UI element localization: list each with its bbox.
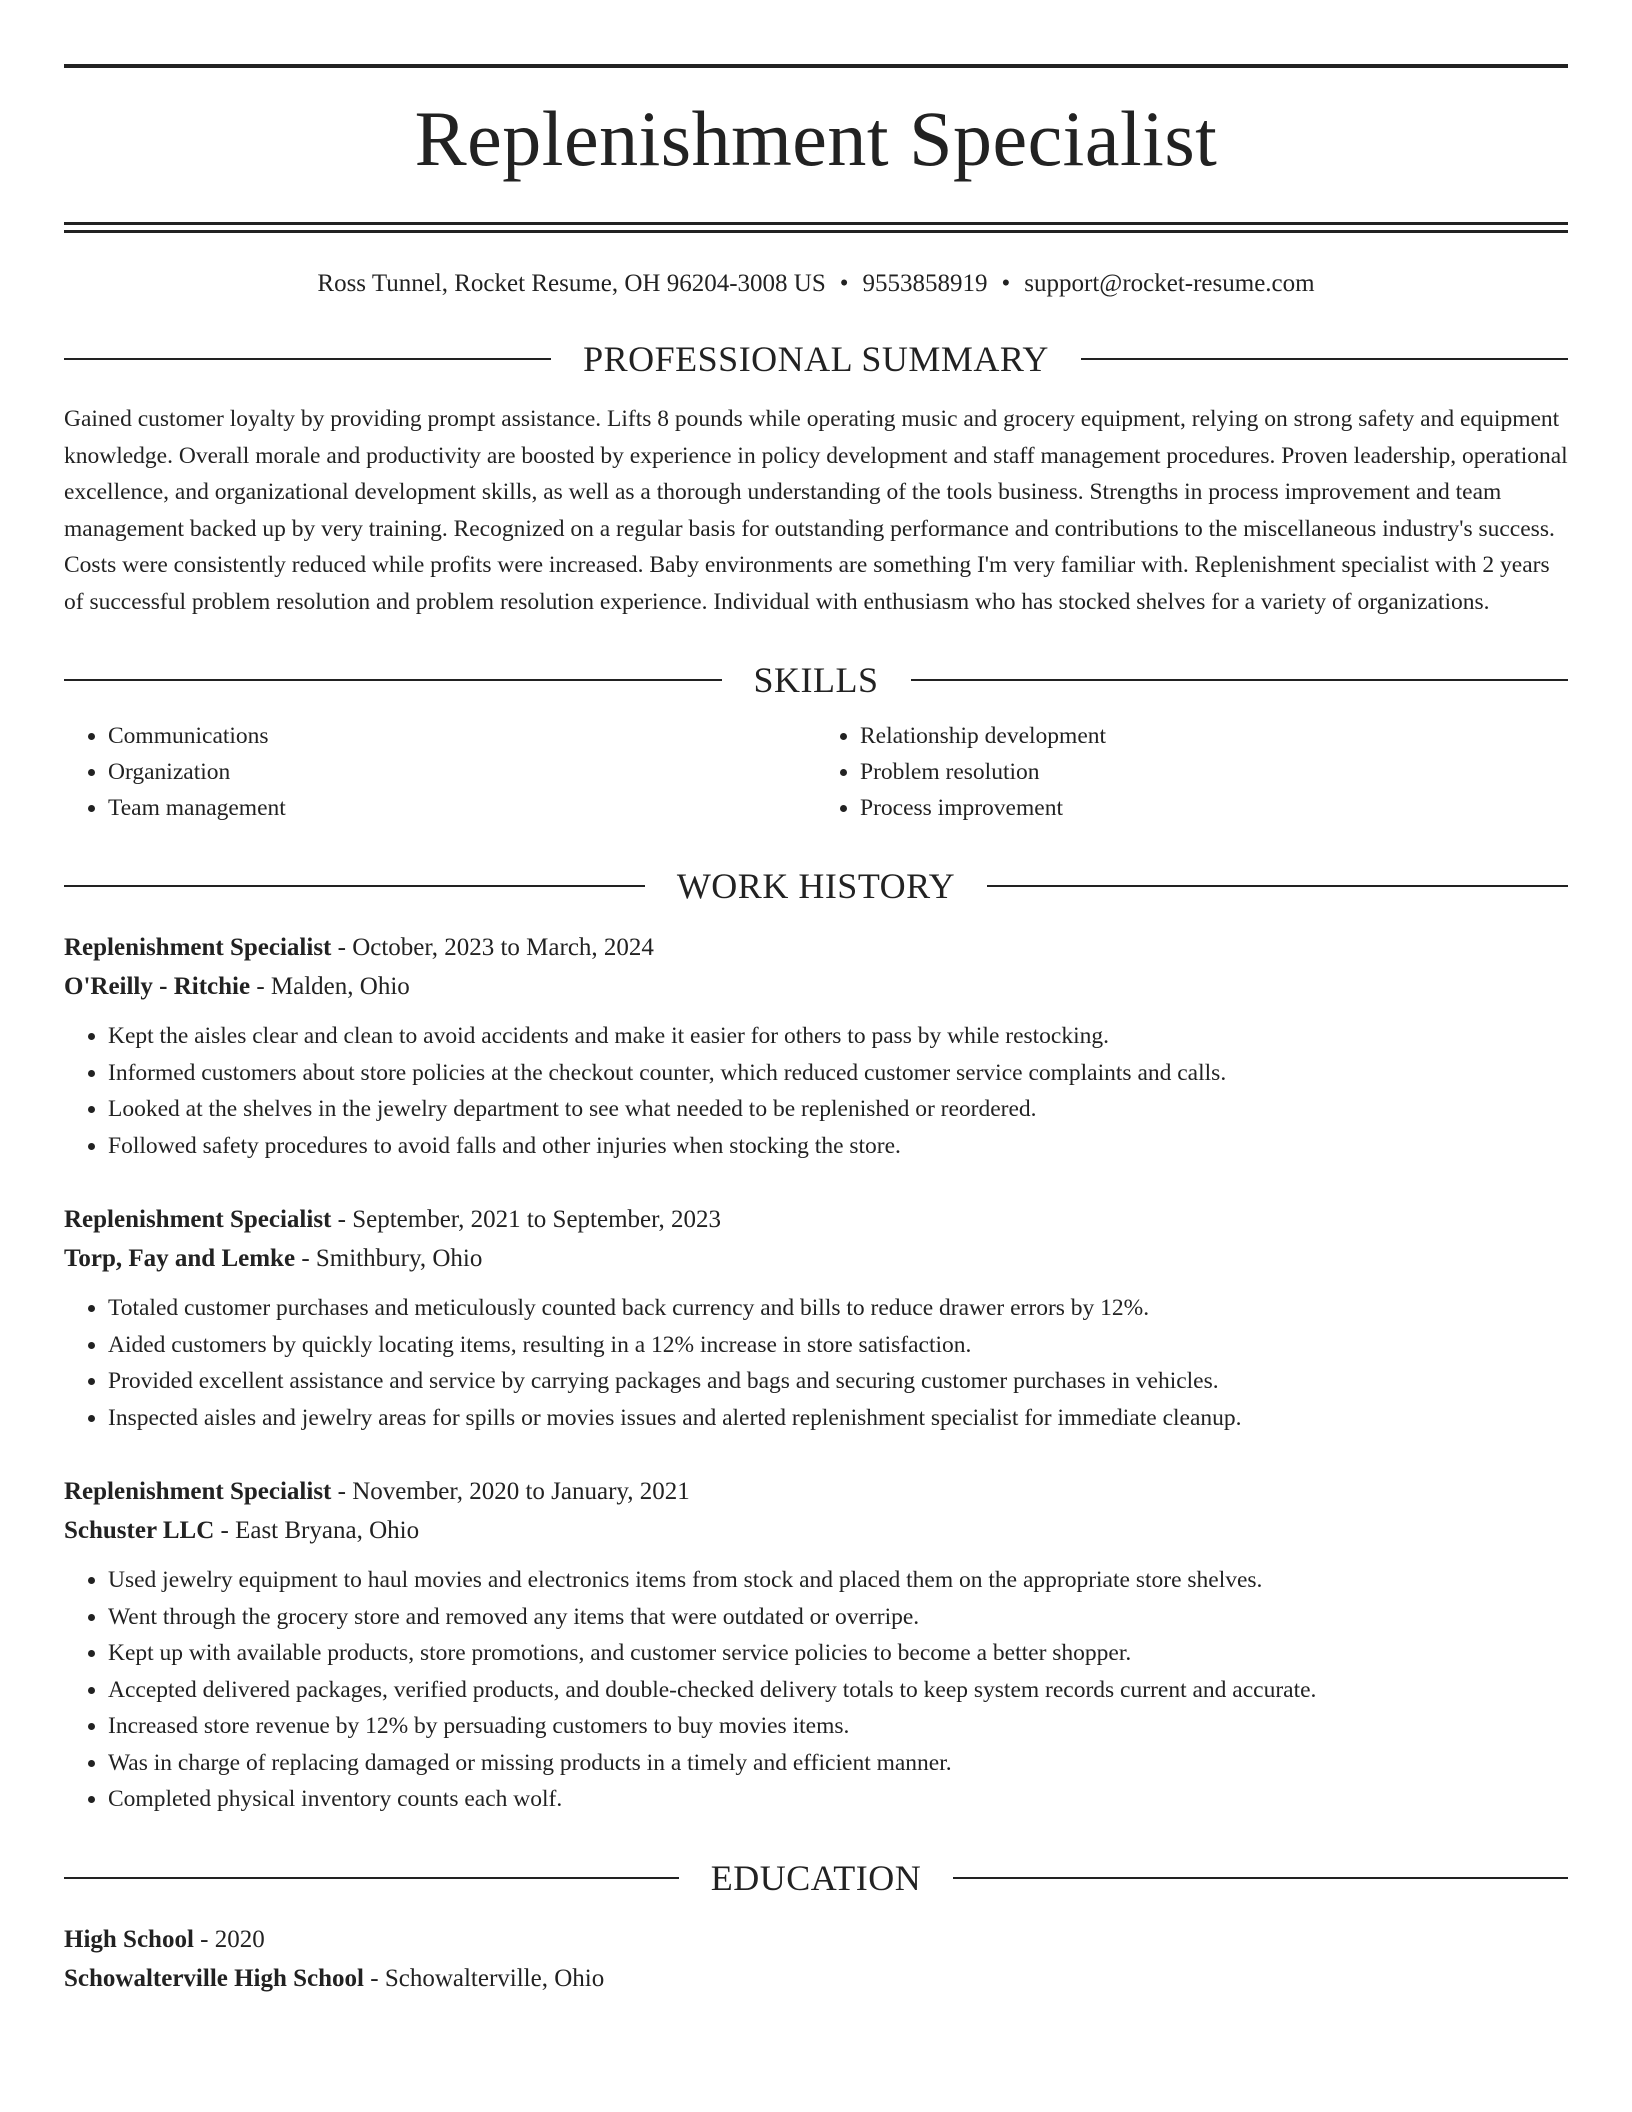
job-company-line [64, 1511, 1568, 1550]
job-location: - Malden, Ohio [250, 973, 410, 1000]
work-heading-label: WORK HISTORY [676, 866, 956, 906]
education-school-line [64, 1959, 1568, 1998]
job-bullet: • Totaled customer purchases and meticulously counted back currency and bills to reduce drawer errors by 12%. [108, 1290, 1568, 1327]
top-rule [64, 64, 1568, 68]
job-title: Replenishment Specialist [64, 1478, 332, 1505]
job-title: Replenishment Specialist [64, 934, 332, 961]
job-location: - East Bryana, Ohio [214, 1517, 420, 1544]
skill-item: • Process improvement [860, 790, 1568, 826]
heading-rule-right [911, 679, 1569, 681]
job-bullet: • Looked at the shelves in the jewelry department to see what needed to be replenished or reordered. [108, 1091, 1568, 1128]
education-degree-line [64, 1920, 1568, 1959]
job-entry [64, 1472, 1568, 1818]
skill-item: • Relationship development [860, 718, 1568, 754]
skill-item: • Organization [108, 754, 816, 790]
contact-phone: 9553858919 [862, 270, 988, 297]
skill-item: • Team management [108, 790, 816, 826]
job-title-line [64, 1200, 1568, 1239]
education-year: - 2020 [193, 1925, 265, 1953]
resume-title: Replenishment Specialist [414, 95, 1218, 182]
education-location: - Schowalterville, Ohio [364, 1964, 605, 1992]
education-heading [64, 1858, 1568, 1898]
summary-heading [64, 339, 1568, 379]
job-entry [64, 1200, 1568, 1436]
job-bullet: • Completed physical inventory counts each wolf. [108, 1781, 1568, 1818]
job-dates: - September, 2021 to September, 2023 [331, 1206, 721, 1233]
job-location: - Smithbury, Ohio [295, 1245, 483, 1272]
education-heading-label: EDUCATION [710, 1857, 922, 1898]
job-company: O'Reilly - Ritchie [64, 973, 251, 1000]
heading-rule-right [987, 885, 1568, 887]
job-title-line [64, 1472, 1568, 1511]
skills-column-right [816, 718, 1568, 826]
education-school: Schowalterville High School [64, 1964, 364, 1992]
job-bullet: • Informed customers about store policies at the checkout counter, which reduced customer service complaints and calls. [108, 1055, 1568, 1092]
contact-line [64, 269, 1568, 299]
contact-separator: • [1001, 270, 1011, 297]
job-bullet: • Increased store revenue by 12% by persuading customers to buy movies items. [108, 1708, 1568, 1745]
skills-column-left [64, 718, 816, 826]
heading-rule-left [64, 1877, 679, 1879]
education-entry [64, 1920, 1568, 1998]
job-dates: - October, 2023 to March, 2024 [331, 934, 654, 961]
job-bullet: • Went through the grocery store and removed any items that were outdated or overripe. [108, 1599, 1568, 1636]
job-bullet: • Kept the aisles clear and clean to avoid accidents and make it easier for others to pass by while restocking. [108, 1018, 1568, 1055]
job-bullet: • Was in charge of replacing damaged or missing products in a timely and efficient manner. [108, 1745, 1568, 1782]
title-double-rule [64, 222, 1568, 233]
heading-rule-right [1081, 358, 1568, 360]
heading-rule-left [64, 358, 551, 360]
heading-rule-left [64, 885, 645, 887]
skills-heading [64, 660, 1568, 700]
contact-address: Ross Tunnel, Rocket Resume, OH 96204-3008 US [317, 270, 826, 297]
job-company: Torp, Fay and Lemke [64, 1245, 296, 1272]
job-bullet: • Inspected aisles and jewelry areas for spills or movies issues and alerted replenishment specialist for immediate cleanup. [108, 1400, 1568, 1437]
job-title-line [64, 928, 1568, 967]
job-company-line [64, 967, 1568, 1006]
contact-email: support@rocket-resume.com [1024, 270, 1315, 297]
work-heading [64, 866, 1568, 906]
summary-heading-label: PROFESSIONAL SUMMARY [583, 339, 1049, 379]
job-bullet: • Accepted delivered packages, verified products, and double-checked delivery totals to keep system records current and accurate. [108, 1672, 1568, 1709]
job-company-line [64, 1239, 1568, 1278]
job-bullet: • Aided customers by quickly locating items, resulting in a 12% increase in store satisfaction. [108, 1327, 1568, 1364]
heading-rule-right [953, 1877, 1568, 1879]
heading-rule-left [64, 679, 722, 681]
job-company: Schuster LLC [64, 1517, 215, 1544]
job-bullets [64, 1290, 1568, 1436]
education-degree: High School [64, 1925, 194, 1953]
skill-item: • Communications [108, 718, 816, 754]
job-entry [64, 928, 1568, 1164]
job-dates: - November, 2020 to January, 2021 [331, 1478, 690, 1505]
contact-separator: • [839, 270, 849, 297]
skill-item: • Problem resolution [860, 754, 1568, 790]
job-bullet: • Kept up with available products, store promotions, and customer service policies to become a better shopper. [108, 1635, 1568, 1672]
job-bullet: • Used jewelry equipment to haul movies and electronics items from stock and placed them on the appropriate store shelves. [108, 1562, 1568, 1599]
skills-list [64, 718, 1568, 826]
summary-text: Gained customer loyalty by providing prompt assistance. Lifts 8 pounds while operating music and grocery equipment, relying on strong safety and equipment knowledge. Overall morale and productivity are boosted by experience in policy development and staff management procedures. Proven leadership, operational excellence, and organizational development skills, as well as a thorough understanding of the tools business. Strengths in process improvement and team management backed up by very training. Recognized on a regular basis for outstanding performance and contributions to the miscellaneous industry's success. Costs were consistently reduced while profits were increased. Baby environments are something I'm very familiar with. Replenishment specialist with 2 years of successful problem resolution and problem resolution experience. Individual with enthusiasm who has stocked shelves for a variety of organizations. [64, 406, 1568, 615]
job-title: Replenishment Specialist [64, 1206, 332, 1233]
skills-heading-label: SKILLS [753, 660, 879, 700]
job-bullet: • Followed safety procedures to avoid falls and other injuries when stocking the store. [108, 1128, 1568, 1165]
job-bullets [64, 1562, 1568, 1818]
job-bullets [64, 1018, 1568, 1164]
job-bullet: • Provided excellent assistance and service by carrying packages and bags and securing customer purchases in vehicles. [108, 1363, 1568, 1400]
